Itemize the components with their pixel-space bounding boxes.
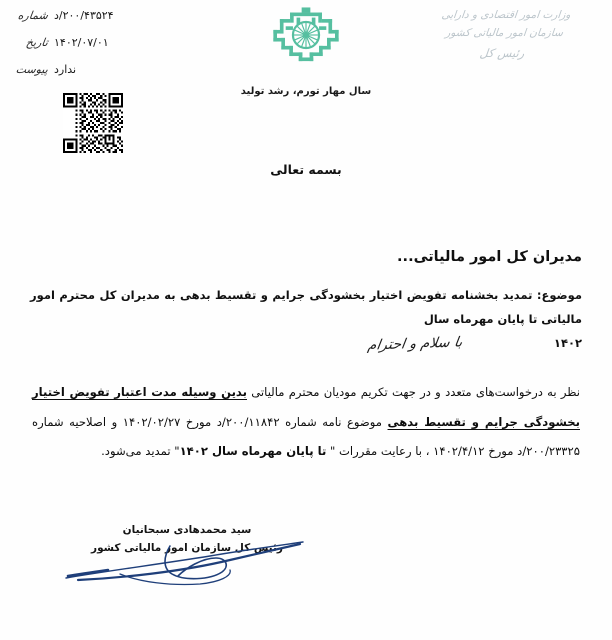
tax-administration-emblem-icon <box>269 6 343 64</box>
field-label-date: تاریخ <box>25 36 49 49</box>
body-paragraph <box>32 378 580 467</box>
addressee: مدیران کل امور مالیاتی... <box>397 249 582 265</box>
letter-body <box>32 378 580 467</box>
basmala: بسمه تعالی <box>270 162 342 177</box>
subject-label: موضوع: <box>536 288 582 302</box>
subject-text: تمدید بخشنامه تفویض اختیار بخشودگی جرایم و تقسیط بدهی به مدیران کل محترم امور مالیاتی تا پایان مهرماه سال <box>30 288 582 327</box>
body-emphasis-1: بدین وسیله مدت اعتبار تفویض اختیار بخشودگی جرایم و تقسیط بدهی <box>32 385 580 429</box>
organization-line: سازمان امور مالیاتی کشور <box>444 27 564 40</box>
field-letter-number <box>14 8 229 35</box>
body-part-2: موضوع نامه شماره ۲۰۰/۱۱۸۴۲/د مورخ ۱۴۰۲/۰۲/۲۷ و اصلاحیه شماره ۲۰۰/۲۳۳۲۵/د مورخ ۱۴۰۲/۴/۱۲ ، با رعایت مقررات " <box>32 414 580 459</box>
body-emphasis-2: تا پایان مهرماه سال ۱۴۰۲ <box>179 444 327 459</box>
field-label-attachment: پیوست <box>14 63 49 76</box>
field-value-attachment: ندارد <box>54 63 77 76</box>
role-line: رئیس کل <box>478 45 526 60</box>
ministry-line: وزارت امور اقتصادی و دارایی <box>440 9 572 21</box>
letter-meta-fields <box>14 8 229 89</box>
field-letter-attachment <box>14 62 229 89</box>
signature-block <box>72 524 302 554</box>
body-part-1: نظر به درخواست‌های متعدد و در جهت تکریم مودیان محترم مالیاتی <box>246 385 580 399</box>
handwritten-salutation: با سلام و احترام <box>366 334 464 354</box>
field-label-number: شماره <box>17 9 49 22</box>
field-value-number: ۲۰۰/۴۳۵۲۴/د <box>54 9 114 22</box>
qr-code <box>62 93 124 153</box>
field-value-date: ۱۴۰۲/۰۷/۰۱ <box>54 36 109 49</box>
field-letter-date <box>14 35 229 62</box>
signatory-name: سید محمدهادی سبحانیان <box>122 524 252 536</box>
organization-heading <box>411 6 597 63</box>
subject-line <box>30 283 582 355</box>
body-part-3: " تمدید می‌شود. <box>101 444 180 459</box>
year-slogan: سال مهار تورم، رشد تولید <box>240 86 372 97</box>
signatory-title: رئیس کل سازمان امور مالیاتی کشور <box>91 542 283 554</box>
subject-text-line2: ۱۴۰۲ <box>553 336 582 351</box>
